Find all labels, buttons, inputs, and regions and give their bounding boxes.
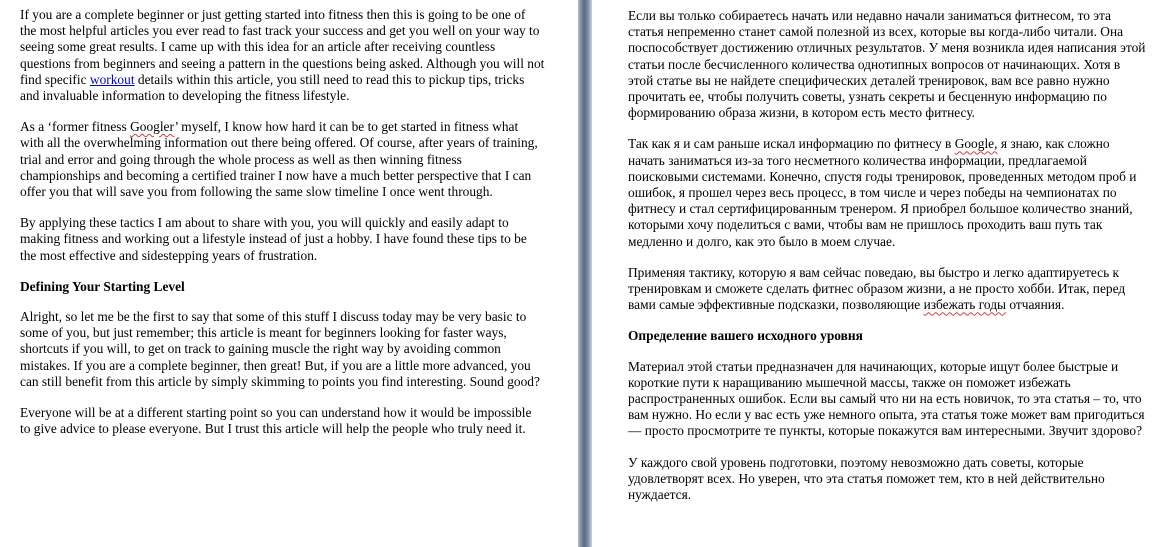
paragraph-5-ru: У каждого свой уровень подготовки, поэтому невозможно дать советы, которые удовлетворят всех. Но уверен, что эта статья поможет тем, кто в ней действительно нуждается. (628, 454, 1105, 503)
english-article (20, 7, 545, 452)
workout-link[interactable]: workout (89, 71, 135, 87)
spellcheck-phrase-ru: избежать годы (923, 297, 1007, 313)
spellcheck-word: Googler (130, 119, 175, 135)
paragraph-2-ru: Так как я и сам раньше искал информацию по фитнесу в Google, я знаю, как сложно начать заниматься из-за того несметного количества информации, предлагаемой поисковыми системами. Конечно, спустя годы тренировок, проведенных методом проб и ошибок, я прошел через весь процесс, в том числе и через победы на чемпионатах по фитнесу и стал сертифицированным тренером. Я приобрел большое количество знаний, которыми хочу поделиться с вами, чтобы вам не пришлось проходить ваш путь так медленно и долго, как это было в моем случае. (628, 136, 1137, 249)
russian-article (628, 8, 1146, 518)
paragraph-2: As a ‘former fitness Googler’ myself, I know how hard it can be to get started in fitness what with all the overwhelming information out there being offered. Of course, after years of training, trial and error and going through the whole process as well as then winning fitness championships and becoming a certified trainer I now have a much better perspective that I can offer you that will save you from following the same slow timeline I once went through. (20, 119, 538, 200)
section-heading-ru: Определение вашего исходного уровня (628, 328, 863, 344)
left-page (0, 0, 578, 547)
paragraph-3-ru: Применяя тактику, которую я вам сейчас поведаю, вы быстро и легко адаптируетесь к тренировкам и сможете сделать фитнес образом жизни, а не просто хобби. Итак, перед вами самые эффективные подсказки, позволяющие избежать годы отчаяния. (628, 264, 1126, 313)
paragraph-3: By applying these tactics I am about to share with you, you will quickly and easily adapt to making fitness and working out a lifestyle instead of just a hobby. I have found these tips to be the most effective and sidestepping years of frustration. (20, 215, 527, 263)
paragraph-1-ru: Если вы только собираетесь начать или недавно начали заниматься фитнесом, то эта статья непременно станет самой полезной из всех, которые вы когда-либо читали. Она поспособствует достижению отличных результатов. У меня возникла идея написания этой статьи после бесчисленного количества однотипных вопросов от начинающих. Хотя в этой статье вы не найдете специфических деталей тренировок, вам все равно нужно прочитать ее, чтобы получить советы, узнать секреты и бесценную информацию по формированию образа жизни, в котором есть место фитнесу. (628, 8, 1146, 121)
paragraph-4: Alright, so let me be the first to say that some of this stuff I discuss today may be very basic to some of you, but just remember; this article is meant for beginners looking for faster ways, shortcuts if you will, to get on track to gaining muscle the right way by avoiding common mistakes. If you are a complete beginner, then great! But, if you are a little more advanced, you can still benefit from this article by simply skimming to points you find interesting. Sound good? (20, 309, 540, 389)
section-heading: Defining Your Starting Level (20, 278, 185, 294)
paragraph-5: Everyone will be at a different starting point so you can understand how it would be impossible to give advice to please everyone. But I trust this article will help the people who truly need it. (20, 405, 532, 437)
paragraph-4-ru: Материал этой статьи предназначен для начинающих, которые ищут более быстрые и короткие пути к наращиванию мышечной массы, также он поможет избежать распространенных ошибок. Если вы самый что ни на есть новичок, то эта статья – то, что вам нужно. Но если у вас есть уже немного опыта, эта статья тоже может вам пригодиться — просто просмотрите те пункты, которые покажутся вам интересными. Звучит здорово? (628, 358, 1145, 439)
spellcheck-word-ru: Google, (954, 136, 998, 152)
right-page (592, 0, 1166, 547)
paragraph-1: If you are a complete beginner or just getting started into fitness then this is going to be one of the most helpful articles you ever read to fast track your success and get you well on your way to seeing some great results. I came up with this idea for an article after receiving countless questions from beginners and seeing a pattern in the questions being asked. Although you will not find specific workout details within this article, you still need to read this to pickup tips, tricks and invaluable information to developing the fitness lifestyle. (20, 7, 545, 104)
page-divider (578, 0, 592, 547)
